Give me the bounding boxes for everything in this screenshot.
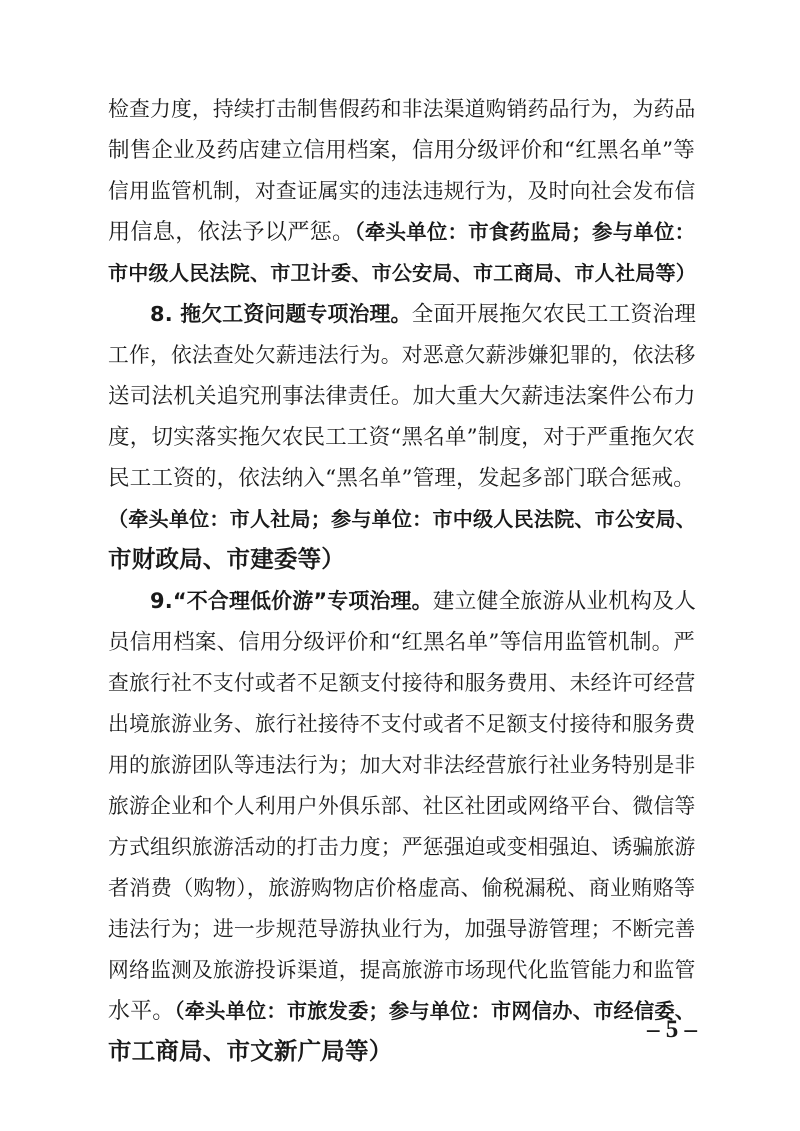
page-number: – 5 – xyxy=(647,1016,697,1043)
responsible-units: （牵头单位：市人社局；参与单位：市中级人民法院、市公安局、 xyxy=(108,507,697,531)
line-text: 查旅行社不支付或者不足额支付接待和服务费用、未经许可经营 xyxy=(108,671,696,695)
line-text: 网络监测及旅游投诉渠道，提高旅游市场现代化监管能力和监管 xyxy=(108,958,696,982)
body-line xyxy=(108,623,698,659)
line-text: 水平。 xyxy=(108,999,175,1024)
line-text: 建立健全旅游从业机构及人 xyxy=(432,589,697,614)
line-text: 检查力度，持续打击制售假药和非法渠道购销药品行为，为药品 xyxy=(108,97,696,121)
line-text: 方式组织旅游活动的打击力度；严惩强迫或变相强迫、诱骗旅游 xyxy=(108,835,696,859)
body-line xyxy=(108,664,698,700)
line-text: 违法行为；进一步规范导游执业行为，加强导游管理；不断完善 xyxy=(108,917,696,941)
body-line xyxy=(108,213,698,249)
responsible-units: （牵头单位：市旅发委；参与单位：市网信办、市经信委、 xyxy=(174,999,696,1023)
body-line xyxy=(108,828,698,864)
section-heading: 8. 拖欠工资问题专项治理。 xyxy=(150,302,412,326)
body-line xyxy=(108,131,698,167)
body-line xyxy=(108,541,698,577)
line-text: 者消费（购物），旅游购物店价格虚高、偷税漏税、商业贿赂等 xyxy=(108,875,696,900)
section-heading: 9.“不合理低价游”专项治理。 xyxy=(150,589,433,613)
line-text: 用信息，依法予以严惩。 xyxy=(108,219,355,245)
responsible-units: 市工商局、市文新广局等） xyxy=(108,1037,393,1065)
line-text: 民工工资的，依法纳入“黑名单”管理，发起多部门联合惩戒。 xyxy=(108,466,696,491)
responsible-units: （牵头单位：市食药监局；参与单位： xyxy=(354,220,696,244)
body-line xyxy=(108,951,698,987)
body-line xyxy=(108,500,698,536)
line-text: 旅游企业和个人利用户外俱乐部、社区社团或网络平台、微信等 xyxy=(108,794,696,818)
body-line xyxy=(108,869,698,905)
body-line xyxy=(108,418,698,454)
body-line xyxy=(108,705,698,741)
body-line xyxy=(108,90,698,126)
body-line xyxy=(108,377,698,413)
line-text: 出境旅游业务、旅行社接待不支付或者不足额支付接待和服务费 xyxy=(108,712,696,736)
responsible-units: 市中级人民法院、市卫计委、市公安局、市工商局、市人社局等） xyxy=(108,261,697,285)
line-text: 员信用档案、信用分级评价和“红黑名单”等信用监管机制。严 xyxy=(108,630,696,655)
body-line xyxy=(108,172,698,208)
body-line xyxy=(108,254,698,290)
body-line xyxy=(108,459,698,495)
body-line xyxy=(108,336,698,372)
body-line xyxy=(108,787,698,823)
body-line xyxy=(108,992,698,1028)
responsible-units: 市财政局、市建委等） xyxy=(108,545,345,573)
body-line xyxy=(108,746,698,782)
body-line xyxy=(108,1033,698,1069)
line-text: 送司法机关追究刑事法律责任。加大重大欠薪违法案件公布力 xyxy=(108,384,696,409)
line-text: 全面开展拖欠农民工工资治理 xyxy=(411,302,697,327)
line-text: 信用监管机制，对查证属实的违法违规行为，及时向社会发布信 xyxy=(108,179,696,203)
line-text: 用的旅游团队等违法行为；加大对非法经营旅行社业务特别是非 xyxy=(108,753,696,777)
section-heading-line xyxy=(150,582,698,618)
line-text: 制售企业及药店建立信用档案，信用分级评价和“红黑名单”等 xyxy=(108,138,696,163)
body-line xyxy=(108,910,698,946)
line-text: 度，切实落实拖欠农民工工资“黑名单”制度，对于严重拖欠农 xyxy=(108,425,696,450)
line-text: 工作，依法查处欠薪违法行为。对恶意欠薪涉嫌犯罪的，依法移 xyxy=(108,343,696,367)
section-heading-line xyxy=(150,295,698,331)
